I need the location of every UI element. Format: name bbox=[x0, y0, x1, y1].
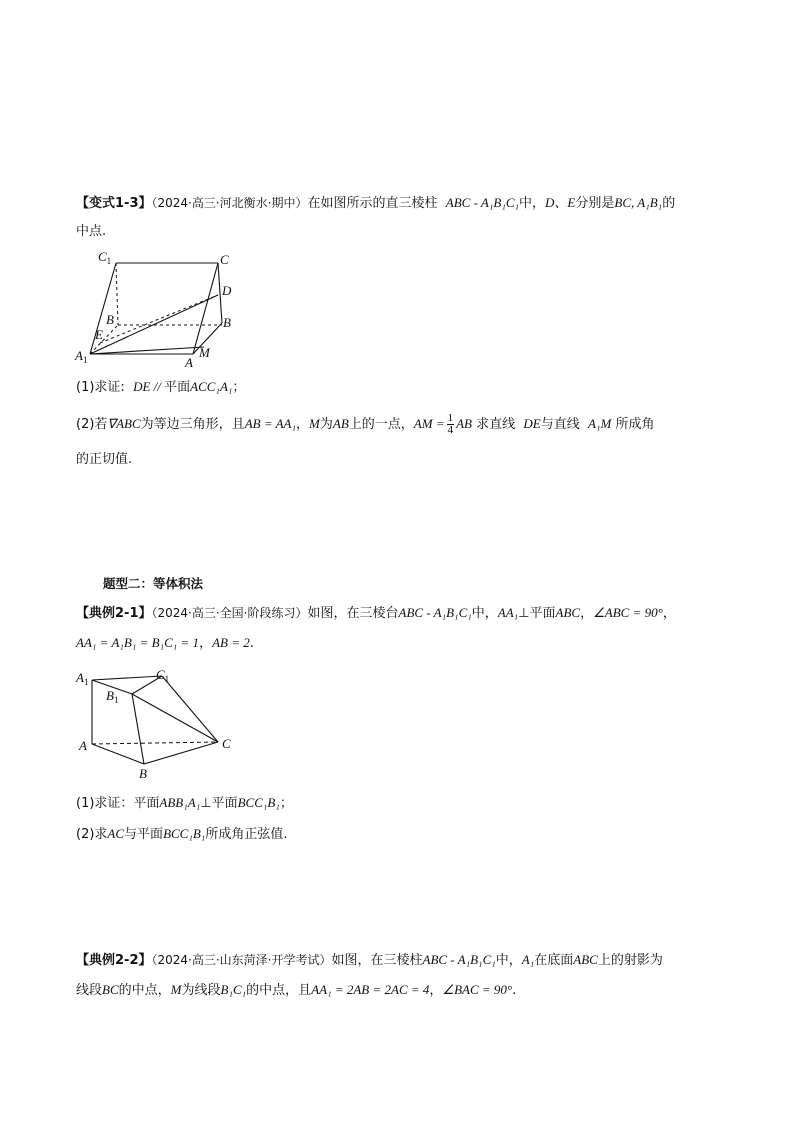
problem-text: 上的一点， bbox=[348, 417, 414, 432]
math-expr: B₁C₁ bbox=[220, 982, 247, 997]
problem-text: 如图，在三棱台 bbox=[307, 606, 399, 621]
frustum-name: ABC - A₁B₁C₁ bbox=[398, 605, 472, 620]
fraction-denominator: 4 bbox=[447, 424, 454, 436]
problem-text: 求直线 bbox=[476, 417, 516, 432]
math-expr: BCC₁B₁ bbox=[237, 795, 280, 810]
math-expr: AC bbox=[107, 826, 125, 841]
label-A1: $A_1$ bbox=[76, 670, 89, 687]
problem-text: 中点. bbox=[76, 224, 107, 239]
problem-21-line1 bbox=[76, 603, 676, 624]
problem-text: 与直线 bbox=[540, 417, 580, 432]
problem-text: 为线段 bbox=[181, 983, 221, 998]
math-expr: AB bbox=[332, 416, 349, 431]
problem-text: ， bbox=[580, 606, 594, 621]
problem-text: 平面 bbox=[164, 380, 191, 395]
question-number: (1)求证: bbox=[76, 380, 125, 395]
math-expr: A₁M bbox=[588, 416, 612, 431]
prism-name: ABC - A₁B₁C₁ bbox=[422, 952, 496, 967]
math-expr: AM = bbox=[413, 416, 445, 431]
problem-tag: 【典例2-1】 bbox=[76, 606, 152, 621]
question-number: (2)若 bbox=[76, 417, 108, 432]
question-number: (1)求证：平面 bbox=[76, 796, 160, 811]
math-expr: ABC bbox=[573, 952, 598, 967]
problem-text: 中， bbox=[519, 196, 546, 211]
math-expr: ACC₁A₁ bbox=[190, 379, 233, 394]
problem-text: 上的射影为 bbox=[597, 953, 663, 968]
problem-text: ， bbox=[429, 983, 443, 998]
problem-text: 线段 bbox=[76, 983, 103, 998]
math-expr: AA₁ bbox=[497, 605, 519, 620]
problem-text: . bbox=[512, 983, 517, 998]
label-C1: $C_1$ bbox=[98, 249, 112, 266]
section-heading: 题型二：等体积法 bbox=[103, 576, 204, 591]
problem-source: （2024·高三·河北衡水·期中） bbox=[151, 196, 308, 210]
problem-tag: 【典例2-2】 bbox=[76, 953, 152, 968]
math-expr: ⊥ bbox=[200, 796, 212, 811]
label-A: A bbox=[79, 738, 87, 753]
fraction-one-quarter bbox=[447, 413, 455, 436]
math-expr: DE // bbox=[133, 379, 165, 394]
math-expr: ABC bbox=[555, 605, 581, 620]
math-expr: BCC₁B₁ bbox=[163, 826, 206, 841]
math-expr: AA₁ = 2AB = 2AC = 4 bbox=[311, 982, 430, 997]
problem-source: （2024·高三·山东菏泽·开学考试） bbox=[151, 953, 332, 967]
problem-text: 在如图所示的直三棱柱 bbox=[307, 196, 438, 211]
math-expr: BC bbox=[102, 982, 119, 997]
v13-question-1 bbox=[76, 377, 245, 398]
math-expr: AB = 2 bbox=[212, 635, 250, 650]
problem-text: 所成角正弦值. bbox=[205, 827, 288, 842]
problem-text: 所成角 bbox=[615, 417, 655, 432]
problem-text: 为等边三角形，且 bbox=[140, 417, 245, 432]
label-C: C bbox=[220, 252, 229, 267]
problem-text: ， bbox=[199, 636, 213, 651]
math-expr: AA₁ = A₁B₁ = B₁C₁ = 1 bbox=[76, 635, 200, 650]
math-expr: ∠ABC = 90° bbox=[593, 605, 663, 620]
problem-text: 如图，在三棱柱 bbox=[331, 953, 423, 968]
problem-v13-line1 bbox=[76, 193, 675, 214]
problem-text: 中， bbox=[495, 953, 522, 968]
problem-text: ； bbox=[279, 796, 293, 811]
problem-text: 分别是 bbox=[575, 196, 615, 211]
problem-source: （2024·高三·全国·阶段练习） bbox=[151, 606, 308, 620]
problem-text: . bbox=[249, 636, 254, 651]
problem-tag: 【变式1-3】 bbox=[76, 196, 152, 211]
label-E: E bbox=[95, 327, 103, 342]
problem-21-line2 bbox=[76, 633, 254, 654]
label-A: A bbox=[185, 355, 193, 370]
problem-text: ， bbox=[296, 417, 310, 432]
math-expr: ∠BAC = 90° bbox=[442, 982, 513, 997]
problem-text: 的正切值. bbox=[76, 452, 133, 467]
v13-question-2 bbox=[76, 412, 654, 437]
v13-question-2-line2 bbox=[76, 450, 132, 470]
point-labels: D、E bbox=[545, 195, 576, 210]
label-M: M bbox=[199, 345, 210, 360]
math-expr: ∇ABC bbox=[107, 416, 141, 431]
label-B: B bbox=[139, 766, 147, 781]
problem-text: 的 bbox=[662, 196, 676, 211]
label-C1: $C_1$ bbox=[156, 667, 170, 684]
math-expr: ABB₁A₁ bbox=[159, 795, 201, 810]
segment-labels: BC, A₁B₁ bbox=[614, 195, 663, 210]
label-B: B bbox=[223, 315, 231, 330]
problem-v13-line2 bbox=[76, 222, 106, 242]
problem-text: ， bbox=[662, 606, 676, 621]
fraction-numerator: 1 bbox=[447, 412, 454, 424]
problem-text: 在底面 bbox=[534, 953, 574, 968]
problem-text: 为 bbox=[319, 417, 333, 432]
math-expr: M bbox=[170, 982, 182, 997]
label-B1: B bbox=[106, 312, 114, 327]
problem-text: 平面 bbox=[529, 606, 556, 621]
problem-22-line1 bbox=[76, 950, 663, 971]
label-A1: $A_1$ bbox=[75, 348, 88, 365]
math-expr: AB = AA₁ bbox=[244, 416, 297, 431]
problem-text: 中， bbox=[471, 606, 498, 621]
problem-text: 的中点，且 bbox=[246, 983, 312, 998]
math-expr: AB bbox=[456, 416, 472, 431]
label-B1: $B_1$ bbox=[106, 688, 119, 705]
math-expr: M bbox=[309, 416, 320, 431]
prism-figure bbox=[70, 245, 250, 370]
label-D: D bbox=[222, 283, 232, 298]
question-number: (2)求 bbox=[76, 827, 108, 842]
problem-text: 的中点， bbox=[118, 983, 171, 998]
problem-text: 平面 bbox=[211, 796, 238, 811]
math-expr: ⊥ bbox=[518, 606, 530, 621]
problem-text: 与平面 bbox=[124, 827, 164, 842]
problem-22-line2 bbox=[76, 980, 516, 1001]
ex21-question-2 bbox=[76, 824, 287, 845]
frustum-figure bbox=[70, 662, 250, 782]
math-expr: DE bbox=[523, 416, 541, 431]
label-C: C bbox=[222, 736, 231, 751]
problem-text: ； bbox=[232, 380, 246, 395]
ex21-question-1 bbox=[76, 793, 293, 814]
prism-name: ABC - A₁B₁C₁ bbox=[445, 195, 520, 210]
math-expr: A₁ bbox=[521, 952, 535, 967]
